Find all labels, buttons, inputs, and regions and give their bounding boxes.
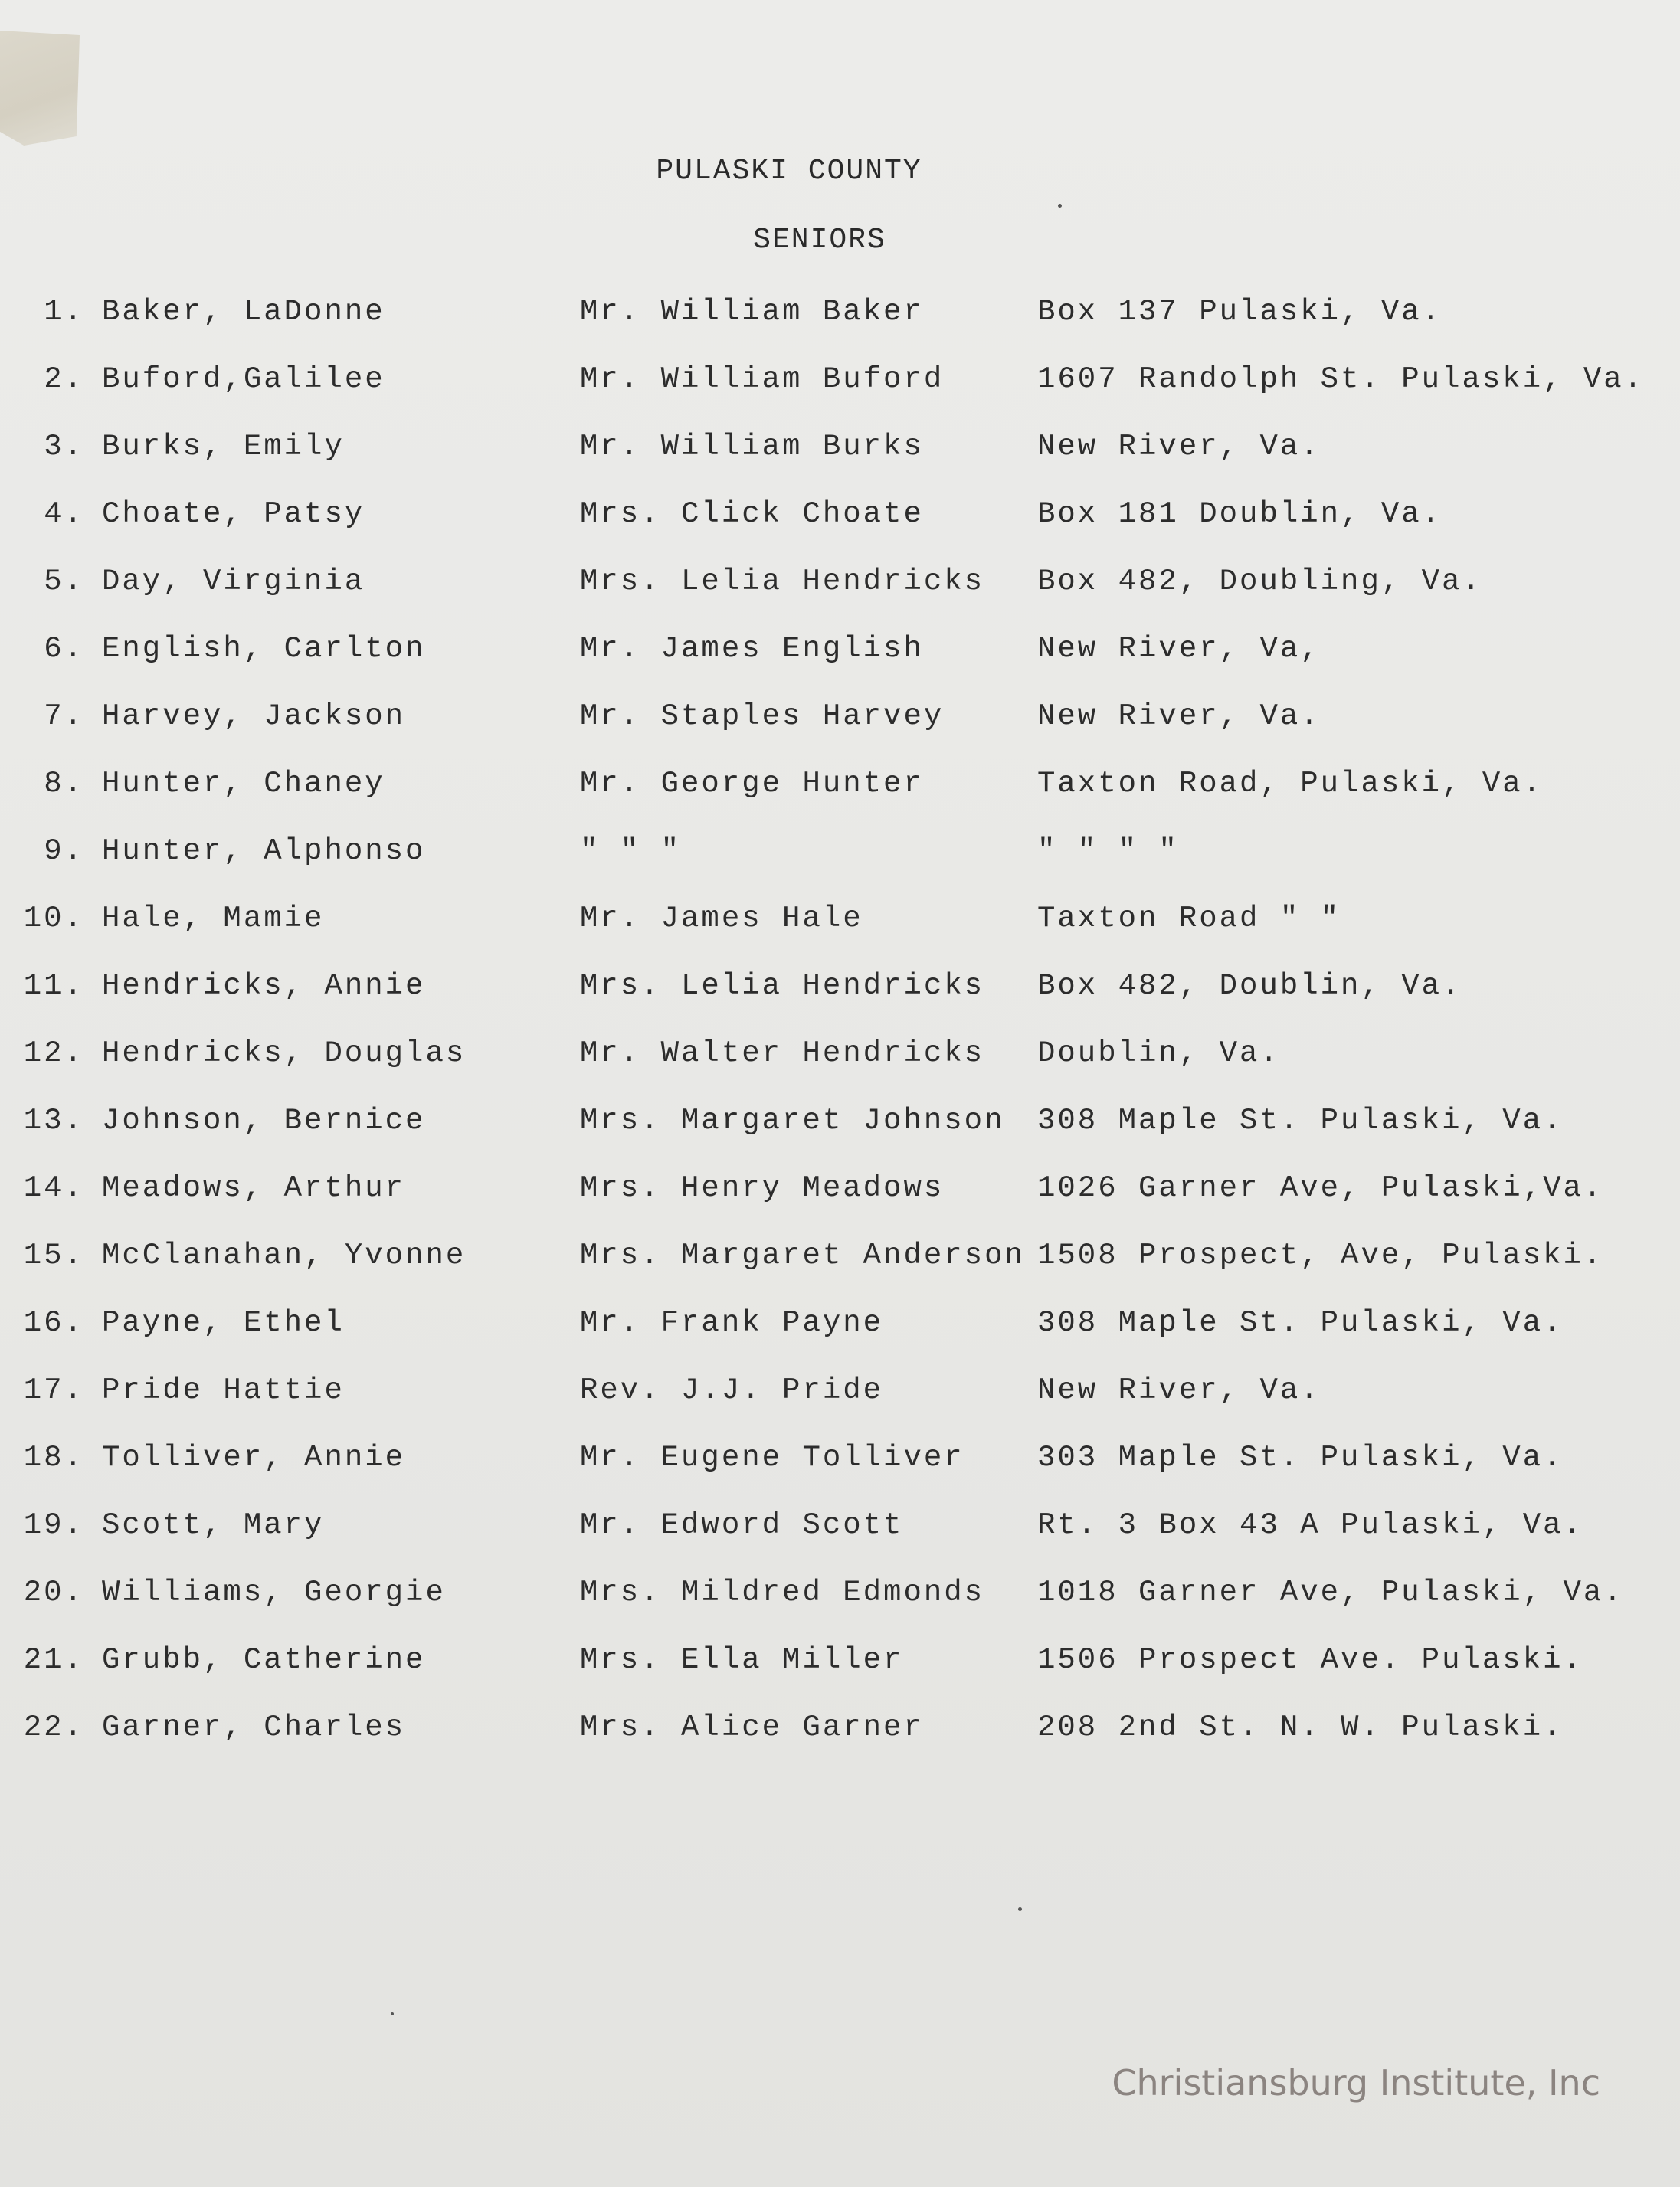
address: 1508 Prospect, Ave, Pulaski.	[1037, 1239, 1604, 1272]
address: 308 Maple St. Pulaski, Va.	[1037, 1306, 1564, 1340]
parent-name: Mr. William Buford	[580, 362, 945, 396]
student-name: English, Carlton	[102, 632, 426, 666]
num: 20.	[23, 1576, 84, 1609]
address: 308 Maple St. Pulaski, Va.	[1037, 1104, 1564, 1138]
address: New River, Va.	[1037, 430, 1321, 463]
address: 1026 Garner Ave, Pulaski,Va.	[1037, 1171, 1604, 1205]
parent-name: " " "	[580, 834, 682, 868]
parent-name: Mrs. Margaret Johnson	[580, 1104, 1005, 1138]
parent-name: Rev. J.J. Pride	[580, 1373, 884, 1407]
address: Box 482, Doubling, Va.	[1037, 565, 1482, 598]
student-name: Hunter, Chaney	[102, 767, 385, 800]
student-name: Garner, Charles	[102, 1711, 406, 1744]
address: 1607 Randolph St. Pulaski, Va.	[1037, 362, 1645, 396]
paper-speck	[391, 2012, 394, 2015]
address: 1018 Garner Ave, Pulaski, Va.	[1037, 1576, 1624, 1609]
address: Taxton Road " "	[1037, 902, 1341, 935]
num: 11.	[23, 969, 84, 1003]
num: 5.	[44, 565, 84, 598]
num: 14.	[23, 1171, 84, 1205]
parent-name: Mr. Eugene Tolliver	[580, 1441, 964, 1475]
student-name: Scott, Mary	[102, 1508, 325, 1542]
student-name: Hunter, Alphonso	[102, 834, 426, 868]
address: Box 181 Doublin, Va.	[1037, 497, 1443, 531]
num: 16.	[23, 1306, 84, 1340]
student-name: Tolliver, Annie	[102, 1441, 406, 1475]
parent-name: Mr. Walter Hendricks	[580, 1036, 985, 1070]
page-subtitle: SENIORS	[753, 224, 886, 257]
parent-name: Mrs. Margaret Anderson	[580, 1239, 1025, 1272]
parent-name: Mr. William Baker	[580, 295, 924, 329]
num: 6.	[44, 632, 84, 666]
parent-name: Mr. George Hunter	[580, 767, 924, 800]
num: 15.	[23, 1239, 84, 1272]
parent-name: Mr. Frank Payne	[580, 1306, 884, 1340]
num: 13.	[23, 1104, 84, 1138]
parent-name: Mrs. Mildred Edmonds	[580, 1576, 985, 1609]
student-name: Payne, Ethel	[102, 1306, 345, 1340]
student-name: McClanahan, Yvonne	[102, 1239, 467, 1272]
num: 12.	[23, 1036, 84, 1070]
student-name: Harvey, Jackson	[102, 699, 406, 733]
num: 18.	[23, 1441, 84, 1475]
student-name: Baker, LaDonne	[102, 295, 385, 329]
parent-name: Mr. William Burks	[580, 430, 924, 463]
num: 7.	[44, 699, 84, 733]
parent-name: Mr. Staples Harvey	[580, 699, 945, 733]
student-name: Pride Hattie	[102, 1373, 345, 1407]
num: 22.	[23, 1711, 84, 1744]
address: " " " "	[1037, 834, 1179, 868]
tape-mark	[0, 31, 80, 146]
student-name: Burks, Emily	[102, 430, 345, 463]
parent-name: Mrs. Alice Garner	[580, 1711, 924, 1744]
watermark: Christiansburg Institute, Inc	[1112, 2062, 1600, 2104]
num: 17.	[23, 1373, 84, 1407]
address: New River, Va,	[1037, 632, 1321, 666]
paper-speck	[1058, 204, 1062, 208]
paper-speck	[1018, 1907, 1022, 1911]
num: 3.	[44, 430, 84, 463]
address: New River, Va.	[1037, 699, 1321, 733]
address: 1506 Prospect Ave. Pulaski.	[1037, 1643, 1583, 1677]
parent-name: Mrs. Henry Meadows	[580, 1171, 945, 1205]
address: Box 137 Pulaski, Va.	[1037, 295, 1443, 329]
parent-name: Mrs. Lelia Hendricks	[580, 565, 985, 598]
parent-name: Mr. Edword Scott	[580, 1508, 904, 1542]
num: 9.	[44, 834, 84, 868]
address: 303 Maple St. Pulaski, Va.	[1037, 1441, 1564, 1475]
num: 21.	[23, 1643, 84, 1677]
address: Box 482, Doublin, Va.	[1037, 969, 1462, 1003]
address: Rt. 3 Box 43 A Pulaski, Va.	[1037, 1508, 1583, 1542]
parent-name: Mrs. Click Choate	[580, 497, 924, 531]
student-name: Hendricks, Douglas	[102, 1036, 467, 1070]
num: 19.	[23, 1508, 84, 1542]
num: 2.	[44, 362, 84, 396]
student-name: Hendricks, Annie	[102, 969, 426, 1003]
address: Taxton Road, Pulaski, Va.	[1037, 767, 1544, 800]
address: New River, Va.	[1037, 1373, 1321, 1407]
parent-name: Mrs. Lelia Hendricks	[580, 969, 985, 1003]
parent-name: Mr. James English	[580, 632, 924, 666]
student-name: Choate, Patsy	[102, 497, 365, 531]
student-name: Hale, Mamie	[102, 902, 325, 935]
page-title: PULASKI COUNTY	[656, 155, 922, 188]
address: 208 2nd St. N. W. Pulaski.	[1037, 1711, 1564, 1744]
num: 4.	[44, 497, 84, 531]
parent-name: Mrs. Ella Miller	[580, 1643, 904, 1677]
num: 1.	[44, 295, 84, 329]
student-name: Grubb, Catherine	[102, 1643, 426, 1677]
address: Doublin, Va.	[1037, 1036, 1280, 1070]
student-name: Day, Virginia	[102, 565, 365, 598]
student-name: Williams, Georgie	[102, 1576, 446, 1609]
student-name: Johnson, Bernice	[102, 1104, 426, 1138]
student-name: Meadows, Arthur	[102, 1171, 406, 1205]
num: 10.	[23, 902, 84, 935]
parent-name: Mr. James Hale	[580, 902, 863, 935]
num: 8.	[44, 767, 84, 800]
student-name: Buford,Galilee	[102, 362, 385, 396]
